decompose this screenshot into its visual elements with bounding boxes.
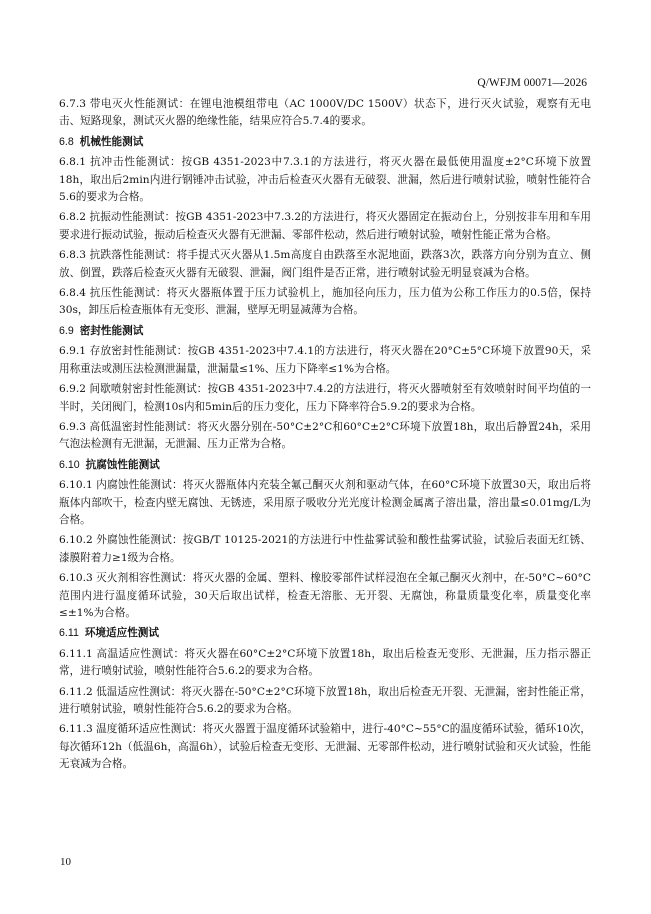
clause-paragraph: 6.11.2 低温适应性测试：将灭火器在-50°C±2°C环境下放置18h，取出后检查无开裂、无泄漏，密封性能正常，进行喷射试验，喷射性能符合5.6.2的要求为合格。 bbox=[59, 685, 591, 715]
document-body bbox=[59, 96, 591, 777]
clause-paragraph: 6.9.3 高低温密封性能测试：将灭火器分别在-50°C±2°C和60°C±2°C环境下放置18h，取出后静置24h，采用气泡法检测有无泄漏，无泄漏、压力正常为合格。 bbox=[59, 420, 591, 451]
clause-paragraph: 6.8.4 抗压性能测试：将灭火器瓶体置于压力试验机上，施加径向压力，压力值为公称工作压力的0.5倍，保持30s，卸压后检查瓶体有无变形、泄漏，壁厚无明显减薄为合格。 bbox=[59, 287, 591, 317]
section-heading bbox=[59, 625, 591, 642]
page-number: 10 bbox=[60, 856, 71, 868]
clause-paragraph: 6.10.3 灭火剂相容性测试：将灭火器的金属、塑料、橡胶零部件试样浸泡在全氟己酮灭火剂中，在-50°C~60°C范围内进行温度循环试验，30天后取出试样，检查无溶胀、无开裂、无腐蚀，称量质量变化率，质量变化率≤±1%为合格。 bbox=[59, 572, 591, 619]
clause-paragraph: 6.8.3 抗跌落性能测试：将手提式灭火器从1.5m高度自由跌落至水泥地面，跌落3次，跌落方向分别为直立、侧放、倒置，跌落后检查灭火器有无破裂、泄漏，阀门组件是否正常，进行喷射试验无明显衰减为合格。 bbox=[59, 249, 591, 279]
document-code: Q/WFJM 00071—2026 bbox=[477, 77, 587, 89]
clause-paragraph: 6.10.1 内腐蚀性能测试：将灭火器瓶体内充装全氟己酮灭火剂和驱动气体，在60°C环境下放置30天，取出后将瓶体内部吹干，检查内壁无腐蚀、无锈迹，采用原子吸收分光光度计检测金属离子溶出量，溶出量≤0.01mg/L为合格。 bbox=[59, 479, 591, 526]
clause-paragraph: 6.8.1 抗冲击性能测试：按GB 4351-2023中7.3.1的方法进行，将灭火器在最低使用温度±2°C环境下放置18h，取出后2min内进行钢锤冲击试验，冲击后检查灭火器有无破裂、泄漏，然后进行喷射试验，喷射性能符合5.6的要求为合格。 bbox=[59, 156, 591, 204]
section-title: 抗腐蚀性能测试 bbox=[85, 458, 160, 471]
section-number: 6.11 bbox=[59, 627, 79, 640]
section-number: 6.10 bbox=[59, 458, 80, 471]
clause-paragraph: 6.10.2 外腐蚀性能测试：按GB/T 10125-2021的方法进行中性盐雾试验和酸性盐雾试验，试验后表面无红锈、漆膜附着力≥1级为合格。 bbox=[59, 534, 591, 564]
clause-paragraph: 6.8.2 抗振动性能测试：按GB 4351-2023中7.3.2的方法进行，将灭火器固定在振动台上，分别按非车用和车用要求进行振动试验，振动后检查灭火器有无泄漏、零部件松动，然后进行喷射试验，喷射性能正常为合格。 bbox=[59, 211, 591, 241]
section-number: 6.8 bbox=[59, 135, 74, 148]
clause-paragraph: 6.9.2 间歇喷射密封性能测试：按GB 4351-2023中7.4.2的方法进行，将灭火器喷射至有效喷射时间平均值的一半时，关闭阀门，检测10s内和5min后的压力变化，压力下降率符合5.9.2的要求为合格。 bbox=[59, 383, 591, 413]
section-title: 机械性能测试 bbox=[79, 135, 144, 148]
section-title: 环境适应性测试 bbox=[84, 627, 159, 640]
clause-paragraph: 6.9.1 存放密封性能测试：按GB 4351-2023中7.4.1的方法进行，将灭火器在20°C±5°C环境下放置90天，采用称重法或测压法检测泄漏量，泄漏量≤1%、压力下降率≤1%为合格。 bbox=[59, 345, 591, 375]
clause-paragraph: 6.7.3 带电灭火性能测试：在锂电池模组带电（AC 1000V/DC 1500V）状态下，进行灭火试验，观察有无电击、短路现象，测试灭火器的绝缘性能，结果应符合5.7.4的要求。 bbox=[59, 98, 591, 128]
clause-paragraph: 6.11.3 温度循环适应性测试：将灭火器置于温度循环试验箱中，进行-40°C~55°C的温度循环试验，循环10次，每次循环12h（低温6h，高温6h），试验后检查无变形、无泄漏、无零部件松动，进行喷射试验和灭火试验，性能无衰减为合格。 bbox=[59, 723, 591, 771]
section-number: 6.9 bbox=[59, 324, 74, 337]
section-title: 密封性能测试 bbox=[79, 324, 144, 337]
section-heading bbox=[59, 323, 591, 340]
clause-paragraph: 6.11.1 高温适应性测试：将灭火器在60°C±2°C环境下放置18h，取出后检查无变形、无泄漏，压力指示器正常，进行喷射试验，喷射性能符合5.6.2的要求为合格。 bbox=[59, 647, 591, 678]
section-heading bbox=[59, 457, 591, 474]
section-heading bbox=[59, 134, 591, 151]
